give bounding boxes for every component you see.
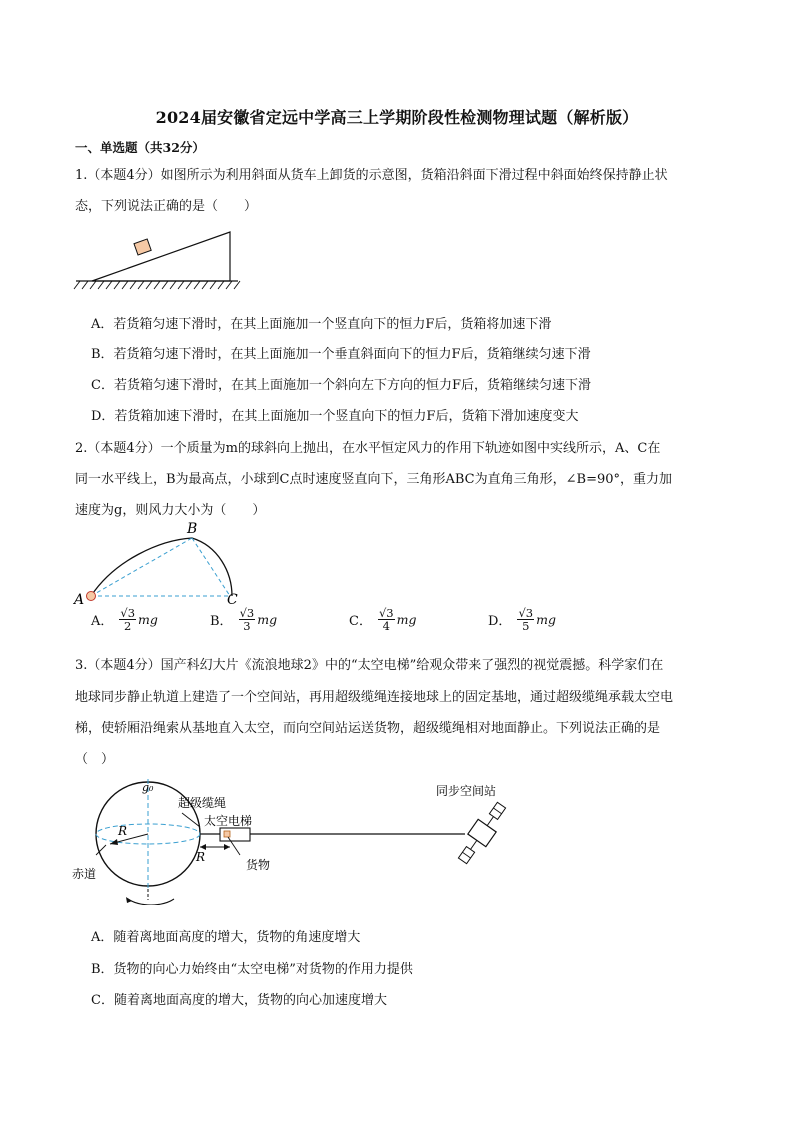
radius-outer-label: R	[196, 850, 206, 864]
q2-option-c-fraction	[378, 607, 395, 632]
incline-triangle	[92, 232, 230, 281]
ball	[87, 592, 96, 601]
label-b: B	[187, 521, 198, 537]
q2-option-d-denominator: 5	[522, 619, 530, 634]
q3-stem-line-3: 梯，使轿厢沿绳索从基地直入太空，而向空间站运送货物，超级缆绳相对地面静止。下列说法正确的是	[75, 721, 661, 736]
radius-inner-arrow	[110, 839, 118, 845]
q1-stem-line-2: 态，下列说法正确的是（ ）	[75, 199, 258, 214]
rotation-arc	[128, 899, 174, 905]
q3-stem-line-2: 地球同步静止轨道上建造了一个空间站，再用超级缆绳连接地球上的固定基地，通过超级缆绳承载太空电	[75, 690, 674, 705]
label-a: A	[74, 592, 85, 608]
q2-option-a-numerator: √3	[120, 606, 136, 620]
cable-label: 超级缆绳	[178, 796, 227, 810]
equator-label: 赤道	[72, 867, 97, 881]
q2-option-a	[91, 607, 158, 632]
section-heading: 一、单选题（共32分）	[75, 140, 205, 155]
q3-option-a: A．随着离地面高度的增大，货物的角速度增大	[91, 930, 361, 945]
cargo-box	[134, 239, 151, 255]
g0-label: g₀	[142, 781, 154, 794]
q3-option-b: B．货物的向心力始终由“太空电梯”对货物的作用力提供	[91, 962, 413, 977]
space-station	[453, 799, 510, 867]
elevator-label: 太空电梯	[204, 814, 253, 828]
q2-option-a-letter: A．	[91, 614, 114, 630]
q2-option-c-numerator: √3	[378, 606, 394, 620]
ground-hatch	[74, 281, 240, 289]
q2-option-b-denominator: 3	[243, 619, 251, 634]
q2-option-c-unit: mg	[396, 612, 417, 628]
rotation-arrow	[126, 897, 132, 903]
q2-option-c-denominator: 4	[382, 619, 390, 634]
q3-option-c: C．随着离地面高度的增大，货物的向心加速度增大	[91, 993, 387, 1008]
station-label: 同步空间站	[436, 784, 497, 798]
q2-option-d-letter: D．	[488, 614, 512, 630]
q2-option-d-fraction	[517, 607, 534, 632]
q1-incline-figure	[72, 228, 242, 298]
page-title: 2024届安徽省定远中学高三上学期阶段性检测物理试题（解析版）	[155, 108, 639, 127]
q1-option-b: B．若货箱匀速下滑时，在其上面施加一个垂直斜面向下的恒力F后，货箱继续匀速下滑	[91, 347, 591, 362]
q2-option-c-letter: C．	[349, 614, 372, 630]
cargo-in-elevator	[224, 831, 230, 837]
cable-pointer	[182, 813, 200, 827]
q2-option-d-unit: mg	[536, 612, 556, 628]
q2-stem-line-3: 速度为g，则风力大小为（ ）	[75, 503, 266, 518]
q2-option-b-fraction	[239, 607, 256, 632]
q2-option-b-letter: B．	[210, 614, 233, 630]
q1-option-a: A．若货箱匀速下滑时，在其上面施加一个竖直向下的恒力F后，货箱将加速下滑	[91, 317, 552, 332]
label-c: C	[227, 592, 238, 608]
q2-option-b	[210, 607, 277, 632]
q2-trajectory-figure	[70, 520, 250, 610]
q1-option-d: D．若货箱加速下滑时，在其上面施加一个竖直向下的恒力F后，货箱下滑加速度变大	[91, 409, 579, 424]
q2-option-d-numerator: √3	[518, 606, 534, 620]
q2-option-a-unit: mg	[138, 612, 158, 628]
q1-option-c: C．若货箱匀速下滑时，在其上面施加一个斜向左下方向的恒力F后，货箱继续匀速下滑	[91, 378, 591, 393]
q3-space-elevator-figure	[70, 775, 520, 905]
q2-stem-line-2: 同一水平线上，B为最高点，小球到C点时速度竖直向下，三角形ABC为直角三角形，∠B=90°，重力加	[75, 472, 673, 487]
radius-inner-label: R	[118, 824, 128, 838]
q2-option-d	[488, 607, 556, 632]
trajectory-curve	[91, 538, 232, 596]
q3-stem-line-4: （ ）	[75, 752, 115, 767]
q1-stem-line-1: 1.（本题4分）如图所示为利用斜面从货车上卸货的示意图，货箱沿斜面下滑过程中斜面始终保持静止状	[75, 168, 668, 183]
cargo-label: 货物	[246, 858, 271, 872]
q2-option-b-unit: mg	[257, 612, 278, 628]
segment-ab	[91, 538, 192, 596]
q2-option-c	[349, 607, 416, 632]
q2-stem-line-1: 2.（本题4分）一个质量为m的球斜向上抛出，在水平恒定风力的作用下轨迹如图中实线所示，A、C在	[75, 441, 661, 456]
q2-option-b-numerator: √3	[239, 606, 255, 620]
q2-option-a-fraction	[119, 607, 136, 632]
segment-bc	[192, 538, 230, 596]
q3-stem-line-1: 3.（本题4分）国产科幻大片《流浪地球2》中的“太空电梯”给观众带来了强烈的视觉震撼。科学家们在	[75, 658, 664, 673]
q2-option-a-denominator: 2	[124, 619, 132, 634]
